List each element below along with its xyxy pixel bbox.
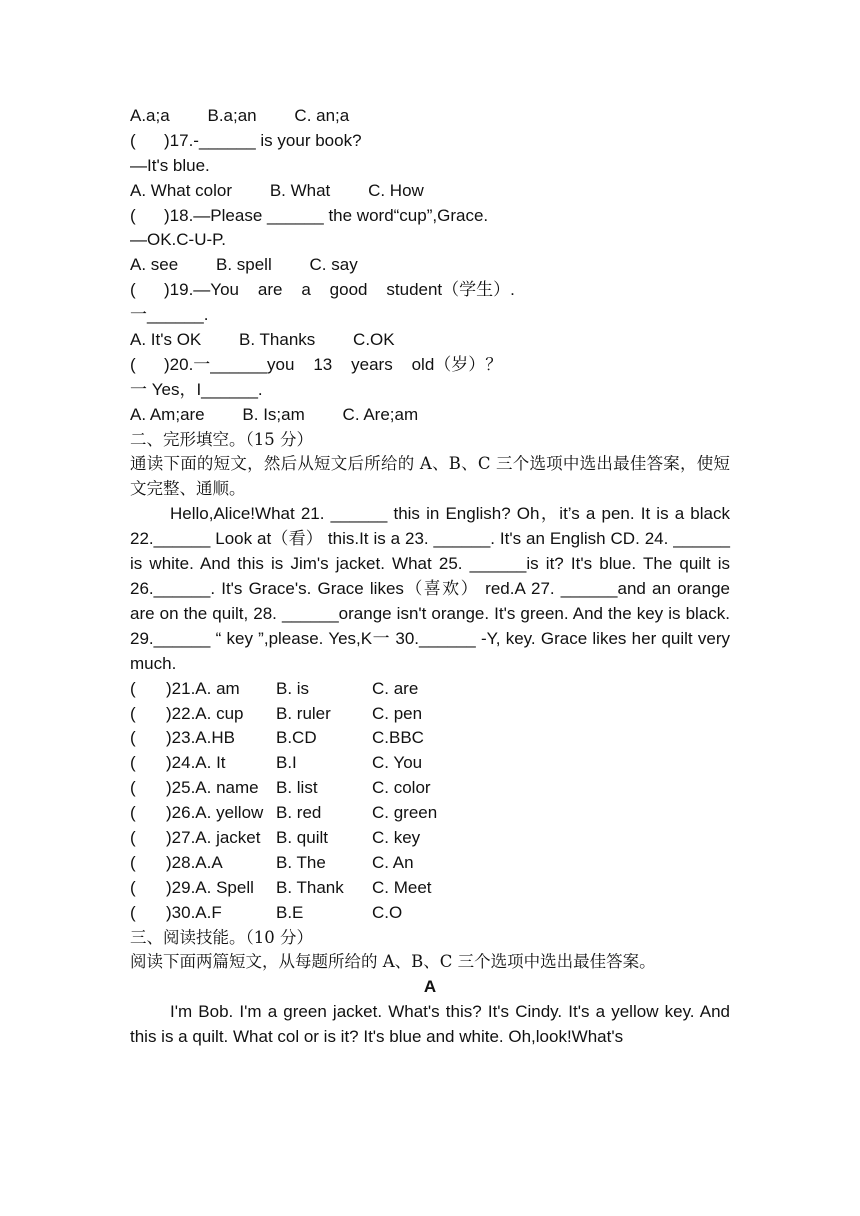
answer-options-18: A. see B. spell C. say [130, 255, 358, 275]
option-b: B. is [276, 678, 310, 698]
option-a: )30.A.F [166, 902, 222, 922]
option-a: )28.A.A [166, 852, 223, 872]
option-b: B. The [276, 852, 326, 872]
question-18: ( )18.—Please ______ the word“cup”,Grace. [130, 205, 489, 225]
question-20: ( )20.一______you 13 years old（岁）？ [130, 354, 503, 374]
cloze-question-row [130, 776, 730, 801]
cloze-question-row [130, 677, 730, 702]
option-c: C. You [372, 753, 423, 773]
answer-blank[interactable]: ( [130, 827, 136, 847]
option-a: )26.A. yellow [166, 803, 264, 823]
dialogue-line: —OK.C-U-P. [130, 230, 227, 250]
cloze-question-list [130, 677, 730, 926]
answer-options-19: A. It's OK B. Thanks C.OK [130, 330, 395, 350]
option-b: B. list [276, 778, 318, 798]
option-a: )21.A. am [166, 678, 240, 698]
option-a: )22.A. cup [166, 703, 244, 723]
cloze-question-row [130, 876, 730, 901]
answer-blank[interactable]: ( [130, 703, 136, 723]
option-b: B. ruler [276, 703, 331, 723]
answer-blank[interactable]: ( [130, 852, 136, 872]
option-c: C. green [372, 803, 438, 823]
option-a: )29.A. Spell [166, 877, 254, 897]
option-c: C. An [372, 852, 414, 872]
answer-options-20: A. Am;are B. Is;am C. Are;am [130, 404, 419, 424]
option-b: B. red [276, 803, 322, 823]
question-17: ( )17.-______ is your book? [130, 130, 362, 150]
answer-blank[interactable]: ( [130, 753, 136, 773]
option-b: B.I [276, 753, 297, 773]
answer-blank[interactable]: ( [130, 902, 136, 922]
cloze-question-row [130, 751, 730, 776]
option-b: B.CD [276, 728, 317, 748]
option-a: )25.A. name [166, 778, 259, 798]
option-b: B. Thank [276, 877, 344, 897]
option-a: )23.A.HB [166, 728, 235, 748]
answer-blank[interactable]: ( [130, 803, 136, 823]
answer-options-16: A.a;a B.a;an C. an;a [130, 106, 350, 125]
cloze-question-row [130, 726, 730, 751]
cloze-passage: Hello,Alice!What 21. ______ this in English? Oh，it’s a pen. It is a black 22.______ Look at（看） this.It is a 23. ______. It's an English CD. 24. ______ is white. And this is Jim's jacket. What 25. ______is it? It's blue. The quilt is 26.______. It's Grace's. Grace likes（喜欢） red.A 27. ______and an orange are on the quilt, 28. ______orange isn't orange. It's green. And the key is black. 29.______ “ key ”,please. Yes,K一 30.______ -Y, key. Grace likes her quilt very much. [130, 504, 730, 673]
option-a: )27.A. jacket [166, 827, 261, 847]
answer-blank[interactable]: ( [130, 678, 136, 698]
reading-passage-a: I'm Bob. I'm a green jacket. What's this? It's Cindy. It's a yellow key. And this is a quilt. What col or is it? It's blue and white. Oh,look!What's [130, 1002, 730, 1047]
option-c: C.O [372, 902, 403, 922]
cloze-question-row [130, 851, 730, 876]
section-heading-cloze: 二、完形填空。（15 分） [130, 429, 313, 449]
passage-title: A [423, 977, 437, 997]
cloze-question-row [130, 702, 730, 727]
dialogue-line: —It's blue. [130, 155, 210, 175]
option-c: C. key [372, 827, 421, 847]
answer-blank[interactable]: ( [130, 778, 136, 798]
option-a: )24.A. It [166, 753, 226, 773]
option-c: C. are [372, 678, 419, 698]
answer-blank[interactable]: ( [130, 728, 136, 748]
option-c: C. color [372, 778, 431, 798]
worksheet-page [130, 104, 730, 1050]
dialogue-line: 一______. [130, 305, 209, 325]
cloze-question-row [130, 826, 730, 851]
option-b: B.E [276, 902, 304, 922]
cloze-question-row [130, 901, 730, 926]
option-b: B. quilt [276, 827, 328, 847]
option-c: C. Meet [372, 877, 432, 897]
answer-options-17: A. What color B. What C. How [130, 180, 424, 200]
section-instruction-reading: 阅读下面两篇短文，从每题所给的 A、B、C 三个选项中选出最佳答案。 [130, 952, 656, 972]
cloze-question-row [130, 801, 730, 826]
section-instruction-cloze: 通读下面的短文，然后从短文后所给的 A、B、C 三个选项中选出最佳答案，使短文完整、通顺。 [130, 454, 730, 499]
option-c: C. pen [372, 703, 423, 723]
section-heading-reading: 三、阅读技能。（10 分） [130, 927, 313, 947]
dialogue-line: 一 Yes，I______. [130, 379, 263, 399]
answer-blank[interactable]: ( [130, 877, 136, 897]
question-19: ( )19.—You are a good student（学生）. [130, 280, 515, 300]
option-c: C.BBC [372, 728, 424, 748]
